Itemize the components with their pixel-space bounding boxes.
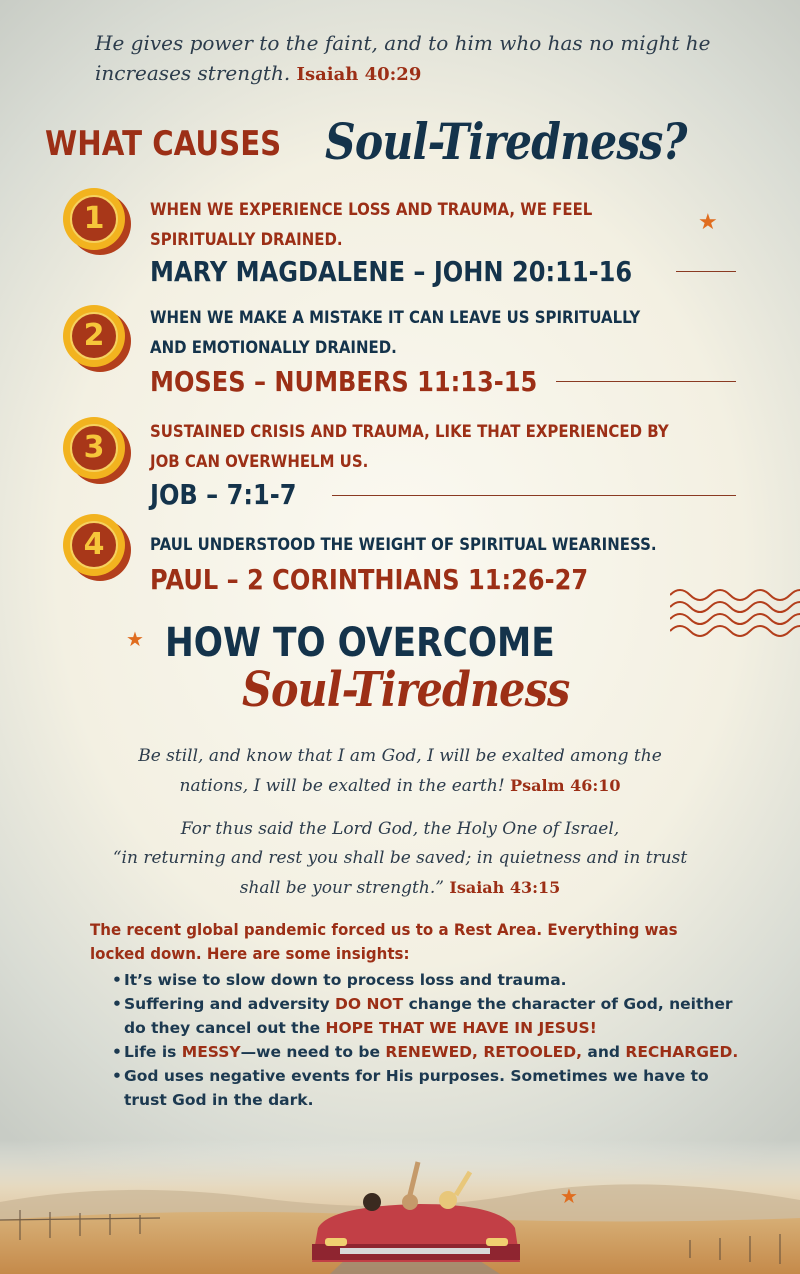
verse-psalm-line1: Be still, and know that I am God, I will be exalted among the <box>138 746 662 766</box>
point-4 <box>150 530 726 560</box>
insight-2-highlight-1: DO NOT <box>335 995 404 1013</box>
number-badge-3-label: 3 <box>70 424 118 472</box>
insight-2-text-a: Suffering and adversity <box>124 995 335 1013</box>
verse-psalm-line2: nations, I will be exalted in the earth! <box>179 776 505 796</box>
insight-3-highlight-1: MESSY <box>181 1043 241 1061</box>
point-4-ref: PAUL – 2 CORINTHIANS 11:26-27 <box>150 563 589 596</box>
divider-line <box>332 495 736 496</box>
list-item <box>112 1064 750 1112</box>
number-badge-4-label: 4 <box>70 521 118 569</box>
heading1-script: Soul-Tiredness? <box>325 112 687 171</box>
insight-1: It’s wise to slow down to process loss and trauma. <box>124 971 567 989</box>
point-2-line1: WHEN WE MAKE A MISTAKE IT CAN LEAVE US SPIRITUALLY <box>150 308 641 328</box>
insight-3-highlight-2: RENEWED, RETOOLED, <box>385 1043 582 1061</box>
top-verse-text: He gives power to the faint, and to him who has no might he increases strength. <box>95 31 711 85</box>
insight-3-text-b: —we need to be <box>240 1043 386 1061</box>
point-3 <box>150 417 739 477</box>
point-1 <box>150 195 653 255</box>
number-badge-3 <box>63 417 125 479</box>
heading1-plain: WHAT CAUSES <box>45 124 282 164</box>
divider-line <box>676 271 736 272</box>
verse-isaiah-line3: shall be your strength.” <box>239 878 444 898</box>
point-3-ref: JOB – 7:1-7 <box>150 478 297 511</box>
insight-3-highlight-3: RECHARGED. <box>625 1043 739 1061</box>
divider-line <box>556 381 736 382</box>
insight-4: God uses negative events for His purposes. Sometimes we have to trust God in the dark. <box>124 1067 709 1109</box>
top-verse-ref: Isaiah 40:29 <box>296 64 422 85</box>
insight-2-text-b: change the character of God, neither do they cancel out the <box>124 995 733 1037</box>
insights-list <box>112 968 750 1112</box>
number-badge-4 <box>63 514 125 576</box>
star-icon: ★ <box>126 627 144 651</box>
point-1-ref: MARY MAGDALENE – JOHN 20:11-16 <box>150 255 633 288</box>
insight-3-text-c: and <box>582 1043 626 1061</box>
number-badge-1-label: 1 <box>70 195 118 243</box>
verse-psalm-ref: Psalm 46:10 <box>510 776 621 795</box>
verse-isaiah-line1: For thus said the Lord God, the Holy One of Israel, <box>180 819 620 839</box>
heading2-script: Soul-Tiredness <box>242 662 570 718</box>
point-2 <box>150 303 707 363</box>
list-item <box>112 968 750 992</box>
point-1-line1: WHEN WE EXPERIENCE LOSS AND TRAUMA, WE FEEL <box>150 200 593 220</box>
point-1-line2: SPIRITUALLY DRAINED. <box>150 230 343 250</box>
insight-2-highlight-2: HOPE THAT WE HAVE IN JESUS! <box>325 1019 597 1037</box>
number-badge-2-label: 2 <box>70 312 118 360</box>
point-2-line2: AND EMOTIONALLY DRAINED. <box>150 338 397 358</box>
point-3-line2: JOB CAN OVERWHELM US. <box>150 452 369 472</box>
star-icon: ★ <box>560 1184 578 1208</box>
point-3-line1: SUSTAINED CRISIS AND TRAUMA, LIKE THAT EXPERIENCED BY <box>150 422 669 442</box>
insights-intro: The recent global pandemic forced us to a Rest Area. Everything was locked down. Here are some insights: <box>90 920 678 963</box>
insight-3-text-a: Life is <box>124 1043 182 1061</box>
star-icon: ★ <box>698 210 718 235</box>
insights-section <box>90 918 750 1112</box>
wavy-lines-icon <box>670 585 800 645</box>
top-verse <box>95 28 735 90</box>
verse-psalm <box>100 742 700 801</box>
verse-isaiah <box>100 815 700 903</box>
number-badge-2 <box>63 305 125 367</box>
verse-isaiah-ref: Isaiah 43:15 <box>449 878 561 897</box>
list-item <box>112 992 750 1040</box>
point-4-line1: PAUL UNDERSTOOD THE WEIGHT OF SPIRITUAL WEARINESS. <box>150 535 657 555</box>
point-2-ref: MOSES – NUMBERS 11:13-15 <box>150 365 538 398</box>
heading-what-causes <box>45 112 785 178</box>
list-item <box>112 1040 750 1064</box>
number-badge-1 <box>63 188 125 250</box>
heading2-plain: HOW TO OVERCOME <box>165 620 555 666</box>
road-trip-car-illustration <box>0 1140 800 1274</box>
verse-isaiah-line2: “in returning and rest you shall be saved; in quietness and in trust <box>112 848 688 868</box>
